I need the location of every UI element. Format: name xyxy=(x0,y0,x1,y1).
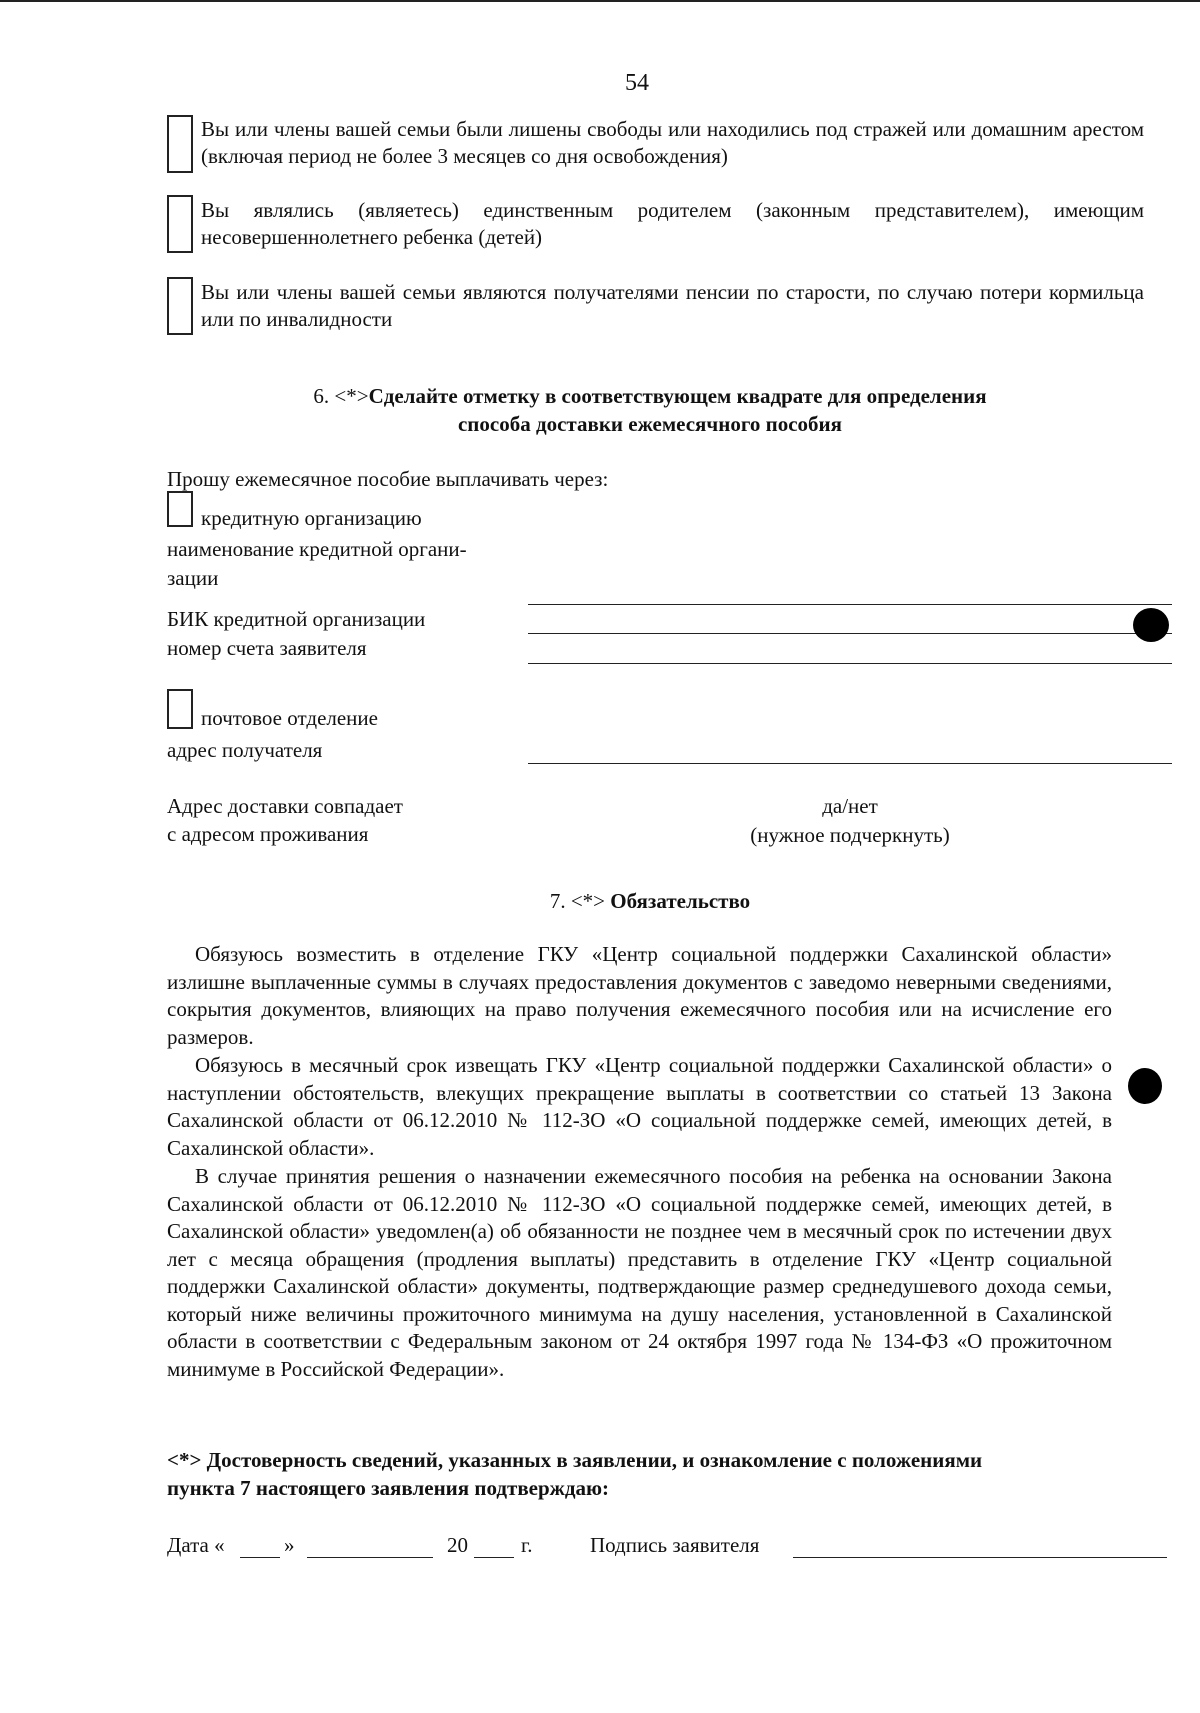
binder-hole-mark-2 xyxy=(1128,1068,1162,1104)
section7-title-text: Обязательство xyxy=(610,889,751,913)
address-match-label-line2: с адресом проживания xyxy=(167,822,369,846)
page-number: 54 xyxy=(625,70,649,96)
date-close-quote: » xyxy=(284,1533,295,1557)
yes-no-option[interactable]: да/нет xyxy=(822,794,878,818)
checkbox-pension[interactable] xyxy=(167,277,193,335)
checkbox-detention-label: Вы или члены вашей семьи были лишены свободы или находились под стражей или домашним арестом (включая период не более 3 месяцев со дня освобождения) xyxy=(201,117,1144,168)
obligation-paragraph-2: Обязуюсь в месячный срок извещать ГКУ «Центр социальной поддержки Сахалинской области» о наступлении обстоятельств, влекущих прекращение выплаты в соответствии со статьей 13 Закона Сахалинской области от 06.12.2010 № 112-ЗО «О социальной поддержке семей, имеющих детей, в Сахалинской области». xyxy=(167,1053,1112,1160)
signature-field[interactable] xyxy=(793,1557,1167,1558)
yes-no-hint: (нужное подчеркнуть) xyxy=(750,823,950,847)
checkbox-detention[interactable] xyxy=(167,115,193,173)
year-prefix: 20 xyxy=(447,1533,468,1557)
credit-name-label-cont: зации xyxy=(167,566,219,590)
date-month-field[interactable] xyxy=(307,1557,433,1558)
account-label: номер счета заявителя xyxy=(167,636,367,660)
top-border xyxy=(0,0,1200,2)
signature-label: Подпись заявителя xyxy=(590,1533,760,1557)
date-year-field[interactable] xyxy=(474,1557,514,1558)
checkbox-post-office[interactable] xyxy=(167,689,193,729)
checkbox-pension-label: Вы или члены вашей семьи являются получателями пенсии по старости, по случаю потери кормильца или по инвалидности xyxy=(201,280,1144,331)
credit-name-field[interactable] xyxy=(528,604,1172,605)
checkbox-single-parent-label: Вы являлись (являетесь) единственным родителем (законным представителем), имеющим несовершеннолетнего ребенка (детей) xyxy=(201,198,1144,249)
post-office-label: почтовое отделение xyxy=(201,706,378,730)
date-day-field[interactable] xyxy=(240,1557,280,1558)
credit-name-label: наименование кредитной органи- xyxy=(167,537,467,561)
checkbox-single-parent[interactable] xyxy=(167,195,193,253)
confirmation-line2: пункта 7 настоящего заявления подтверждаю: xyxy=(167,1476,610,1500)
year-suffix: г. xyxy=(521,1533,533,1557)
bik-field[interactable] xyxy=(528,633,1172,634)
recipient-address-label: адрес получателя xyxy=(167,738,323,762)
checkbox-credit-organization[interactable] xyxy=(167,491,193,527)
section7-title xyxy=(150,888,1150,915)
section6-title-line1 xyxy=(150,383,1150,410)
recipient-address-field[interactable] xyxy=(528,763,1172,764)
date-label: Дата « xyxy=(167,1533,225,1557)
confirmation-line1: <*> Достоверность сведений, указанных в заявлении, и ознакомление с положениями xyxy=(167,1448,983,1472)
obligation-paragraph-3: В случае принятия решения о назначении ежемесячного пособия на ребенка на основании Закона Сахалинской области от 06.12.2010 № 112-ЗО «О социальной поддержке семей, имеющих детей, в Сахалинской области» уведомлен(а) об обязанности не позднее чем в месячный срок по истечении двух лет с месяца обращения (продления выплаты) представить в отделение ГКУ «Центр социальной поддержки Сахалинской области» документы, подтверждающие размер среднедушевого дохода семьи, который ниже величины прожиточного минимума на душу населения, установленной в Сахалинской области в соответствии с Федеральным законом от 24 октября 1997 года № 134-ФЗ «О прожиточном минимуме в Российской Федерации». xyxy=(167,1164,1112,1381)
binder-hole-mark xyxy=(1133,608,1169,642)
obligation-paragraph-1: Обязуюсь возместить в отделение ГКУ «Центр социальной поддержки Сахалинской области» излишне выплаченные суммы в случаях предоставления документов с заведомо неверными сведениями, сокрытия документов, влияющих на право получения ежемесячного пособия или на исчисление его размеров. xyxy=(167,942,1112,1049)
payment-intro: Прошу ежемесячное пособие выплачивать через: xyxy=(167,467,609,491)
account-field[interactable] xyxy=(528,663,1172,664)
section6-title-line2: способа доставки ежемесячного пособия xyxy=(457,412,843,436)
section7-number: 7. <*> xyxy=(549,889,605,913)
bik-label: БИК кредитной организации xyxy=(167,607,426,631)
section6-title-text: Сделайте отметку в соответствующем квадрате для определения xyxy=(368,384,987,408)
address-match-label-line1: Адрес доставки совпадает xyxy=(167,794,403,818)
credit-organization-label: кредитную организацию xyxy=(201,506,422,530)
section6-number: 6. <*> xyxy=(313,384,369,408)
